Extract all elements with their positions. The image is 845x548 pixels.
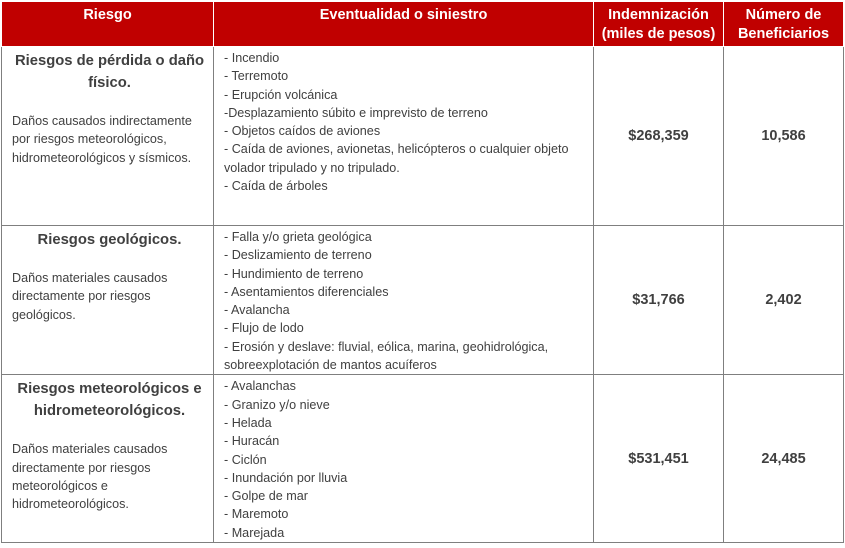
event-item: - Hundimiento de terreno (224, 266, 364, 281)
riesgo-cell (2, 226, 214, 375)
riesgo-description: Daños materiales causados directamente por riesgos meteorológicos e hidrometeorológicos. (12, 442, 168, 512)
event-item: - Flujo de lodo (224, 321, 304, 336)
header-beneficiarios: Número de Beneficiarios (724, 2, 844, 47)
event-item: - Helada (224, 415, 272, 430)
riesgo-description: Daños causados indirectamente por riesgos meteorológicos, hidrometeorológicos y sísmicos. (12, 114, 192, 165)
event-item: - Avalancha (224, 303, 290, 318)
riesgo-cell (2, 47, 214, 226)
event-item: -Desplazamiento súbito e imprevisto de terreno (224, 105, 488, 120)
event-item: - Objetos caídos de aviones (224, 124, 381, 139)
table-row (2, 375, 844, 543)
event-item: - Erosión y deslave: fluvial, eólica, marina, geohidrológica, sobreexplotación de mantos acuíferos (224, 339, 549, 373)
riesgo-title: Riesgos de pérdida o daño físico. (14, 53, 205, 91)
eventualidad-cell (214, 47, 594, 226)
event-item: - Erupción volcánica (224, 87, 338, 102)
event-item: - Golpe de mar (224, 489, 308, 504)
event-item: - Avalanchas (224, 379, 296, 394)
header-row (2, 2, 844, 47)
event-item: - Incendio (224, 51, 280, 65)
event-item: - Inundación por lluvia (224, 470, 348, 485)
indemnizacion-cell: $31,766 (594, 226, 724, 375)
event-item: - Caída de aviones, avionetas, helicópteros o cualquier objeto volador tripulado y no tripulado. (224, 142, 569, 175)
riesgos-table (1, 1, 844, 543)
riesgo-description: Daños materiales causados directamente por riesgos geológicos. (12, 271, 168, 322)
riesgo-cell (2, 375, 214, 543)
beneficiarios-cell: 10,586 (724, 47, 844, 226)
beneficiarios-cell: 2,402 (724, 226, 844, 375)
eventualidad-cell (214, 226, 594, 375)
riesgo-title: Riesgos geológicos. (37, 232, 182, 248)
event-item: - Falla y/o grieta geológica (224, 230, 372, 244)
indemnizacion-cell: $531,451 (594, 375, 724, 543)
event-item: - Marejada (224, 525, 285, 540)
riesgo-title: Riesgos meteorológicos e hidrometeorológicos. (17, 381, 202, 420)
event-item: - Deslizamiento de terreno (224, 248, 372, 263)
event-item: - Maremoto (224, 507, 289, 522)
table-row (2, 47, 844, 226)
beneficiarios-cell: 24,485 (724, 375, 844, 543)
table-row (2, 226, 844, 375)
header-indemnizacion: Indemnización (miles de pesos) (594, 2, 724, 47)
header-eventualidad: Eventualidad o siniestro (214, 2, 594, 47)
eventualidad-cell (214, 375, 594, 543)
event-item: - Ciclón (224, 452, 267, 467)
event-item: - Asentamientos diferenciales (224, 284, 389, 299)
event-item: - Granizo y/o nieve (224, 397, 330, 412)
indemnizacion-cell: $268,359 (594, 47, 724, 226)
event-item: - Caída de árboles (224, 179, 328, 194)
event-item: - Huracán (224, 434, 280, 449)
event-item: - Terremoto (224, 69, 289, 84)
header-riesgo: Riesgo (2, 2, 214, 47)
